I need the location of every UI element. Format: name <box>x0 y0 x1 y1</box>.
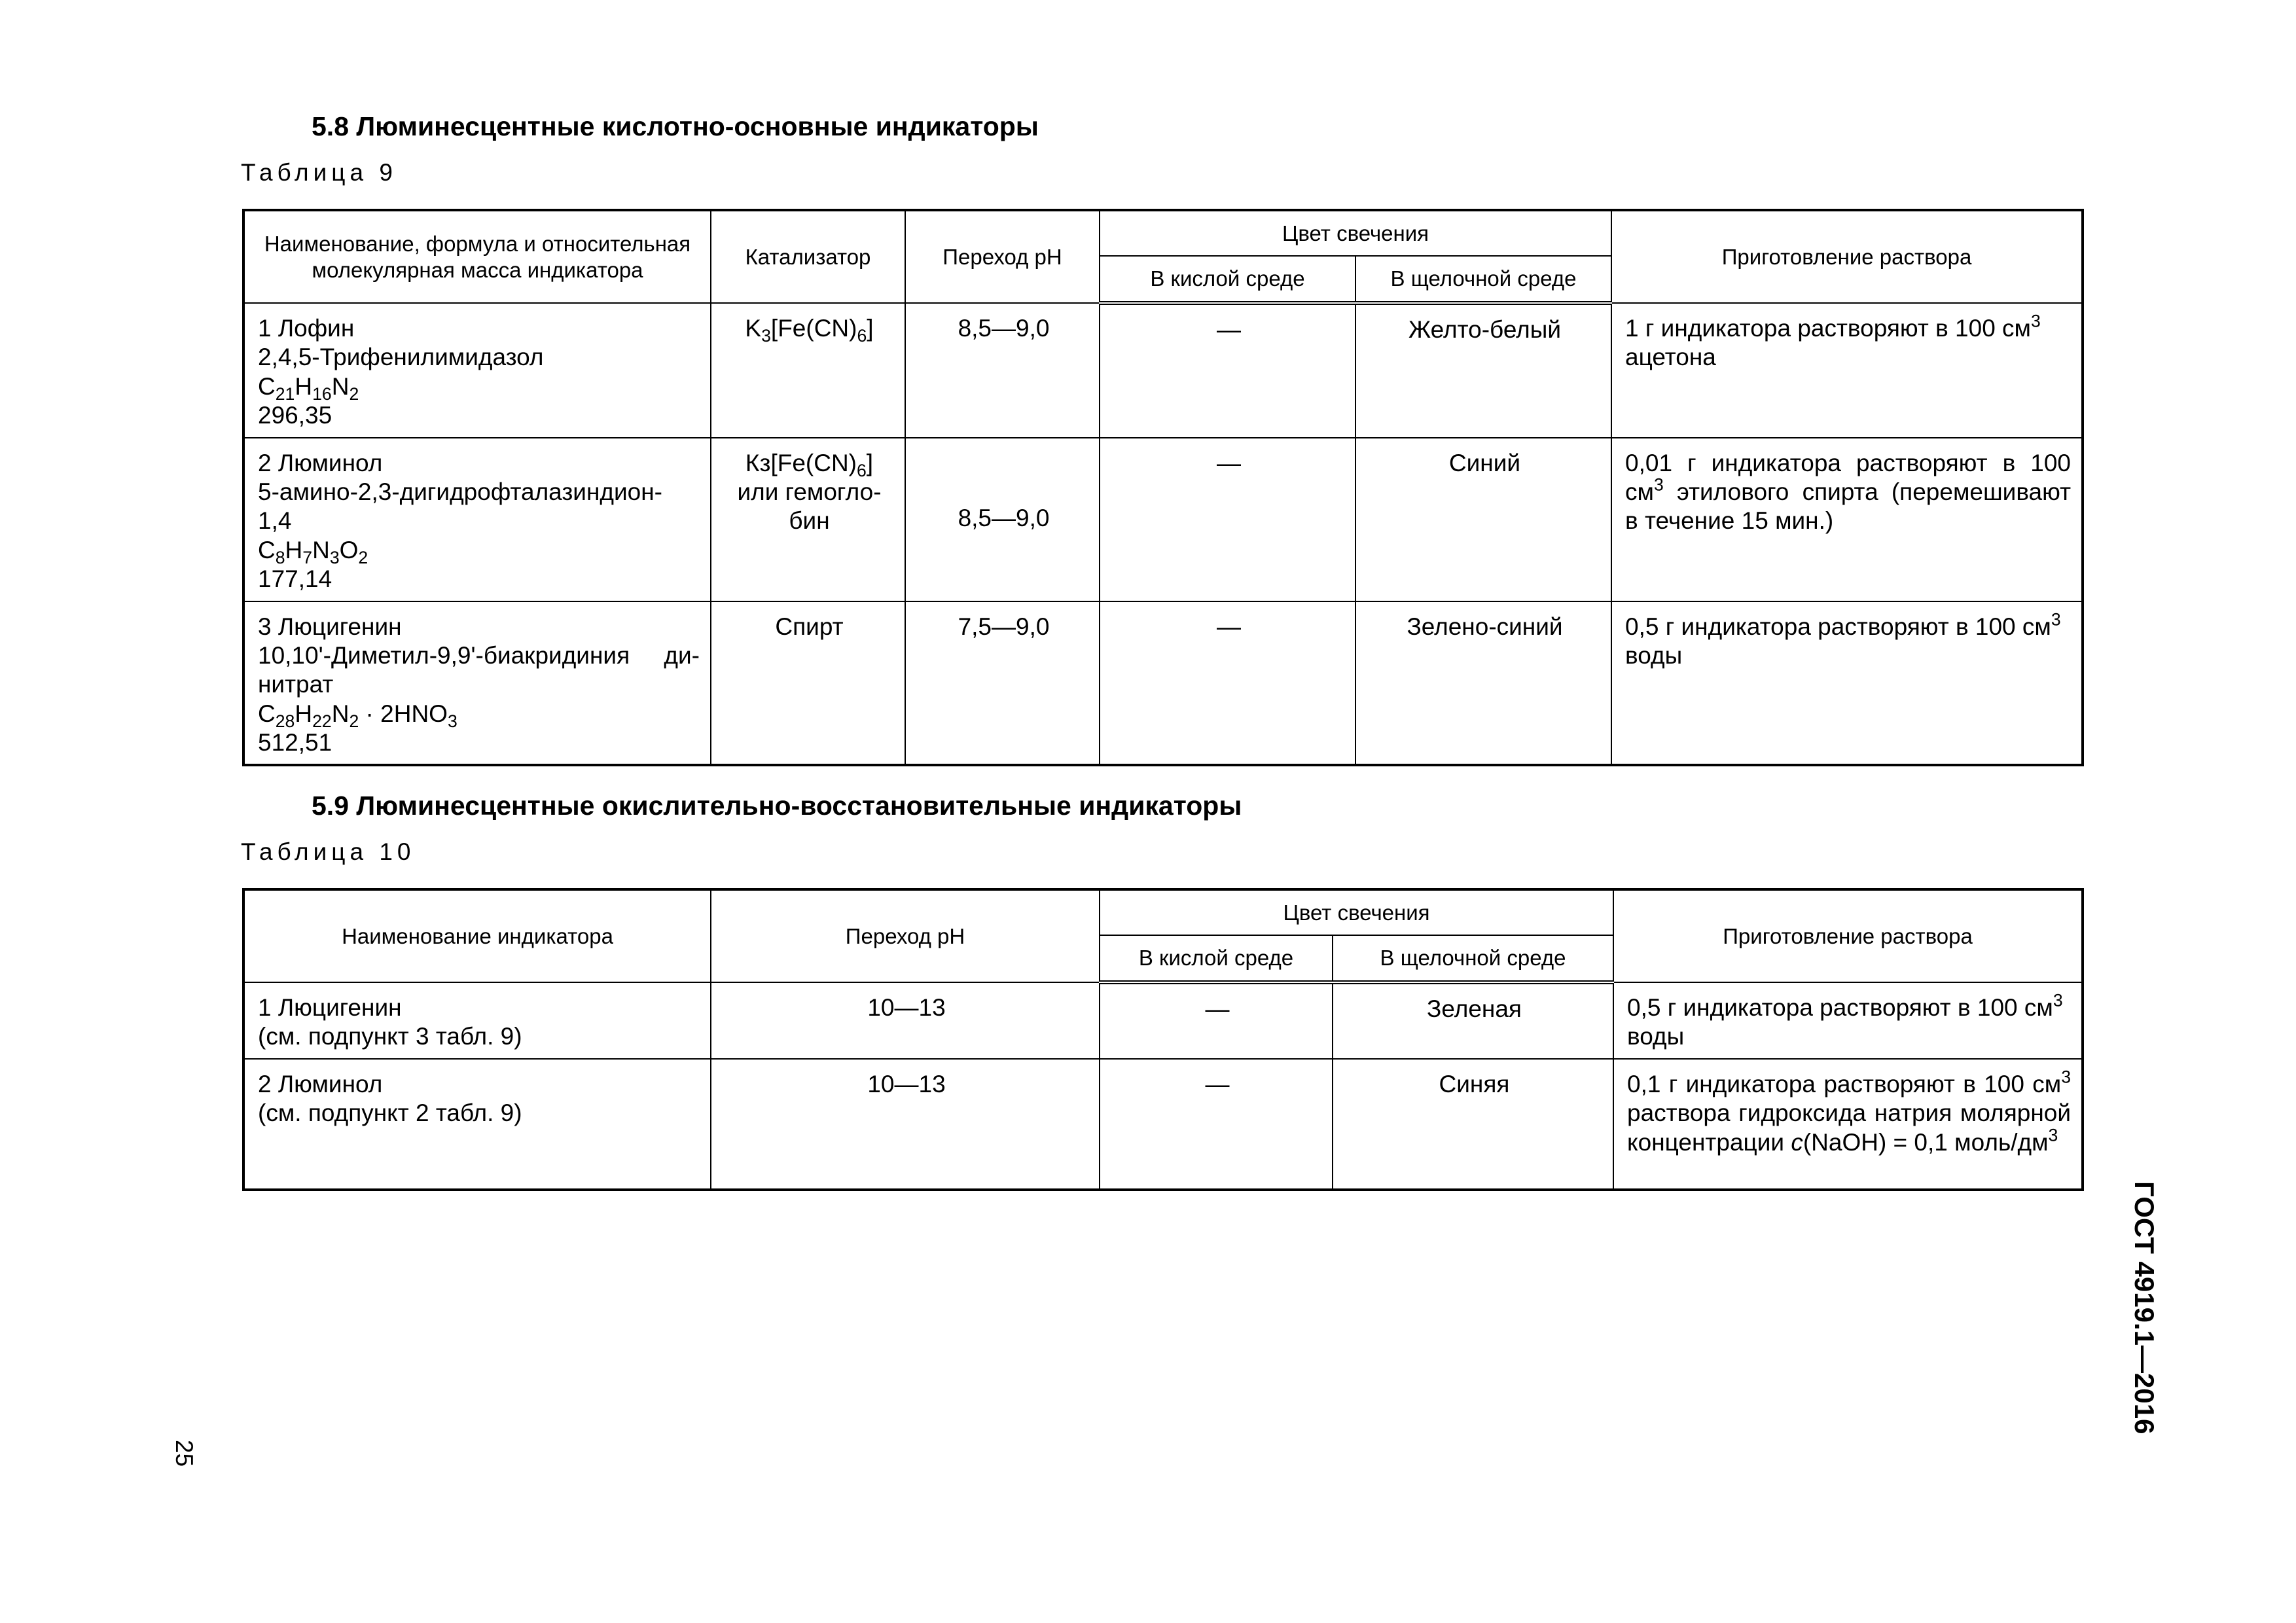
header-ph: Переход pH <box>905 210 1100 303</box>
table-row <box>243 438 2083 601</box>
header-alkaline: В щелочной среде <box>1333 935 1613 982</box>
table-row <box>243 1059 2083 1190</box>
table-row <box>243 303 2083 438</box>
indicator-chemical-name: 10,10'-Диметил-9,9'-биакридиния ди- <box>258 641 700 669</box>
indicator-chemical-name: 2,4,5-Трифенилимидазол <box>258 344 544 371</box>
catalyst-cell: $Кз[Fe(CN)_6]$ или гемогло- бин <box>711 438 905 601</box>
alkaline-color-cell: Зеленая <box>1333 982 1613 1059</box>
ph-transition-cell: 8,5—9,0 <box>905 303 1100 438</box>
indicator-reference: (см. подпункт 3 табл. 9) <box>258 1023 522 1050</box>
acid-color-cell: — <box>1100 1059 1333 1190</box>
header-alkaline: В щелочной среде <box>1355 256 1611 303</box>
alkaline-color-cell: Зелено-синий <box>1355 601 1611 766</box>
acid-color-cell: — <box>1100 438 1355 601</box>
header-preparation: Приготовление раствора <box>1613 889 2083 982</box>
header-catalyst: Катализатор <box>711 210 905 303</box>
indicator-mass: 512,51 <box>258 729 332 757</box>
indicator-mass: 296,35 <box>258 402 332 429</box>
indicator-name: 3 Люцигенин <box>258 613 402 640</box>
indicator-chemical-name-cont: нитрат <box>258 671 334 698</box>
ph-transition-cell: 10—13 <box>711 1059 1100 1190</box>
header-acid: В кислой среде <box>1100 256 1355 303</box>
alkaline-color-cell: Синий <box>1355 438 1611 601</box>
indicator-name: 2 Люминол <box>258 449 383 476</box>
acid-color-cell: — <box>1100 982 1333 1059</box>
indicator-name-cell <box>243 982 711 1059</box>
section-heading-5-8: 5.8 Люминесцентные кислотно-основные индикаторы <box>312 111 1039 141</box>
ph-transition-cell: 8,5—9,0 <box>905 438 1100 601</box>
header-name: Наименование, формула и относительная молекулярная масса индикатора <box>243 210 711 303</box>
indicator-name-cell <box>243 303 711 438</box>
alkaline-color-cell: Желто-белый <box>1355 303 1611 438</box>
acid-color-cell: — <box>1100 601 1355 766</box>
preparation-cell: 0,5 г индикатора растворяют в 100 $см^3$ воды <box>1611 601 2083 766</box>
indicator-formula: $C_8H_7N_3O_2$ <box>258 536 368 567</box>
preparation-cell: 0,5 г индикатора растворяют в 100 $см^3$ воды <box>1613 982 2083 1059</box>
indicator-formula: $C_{21}H_{16}N_2$ <box>258 372 359 404</box>
indicator-name-cell <box>243 601 711 766</box>
preparation-cell: 1 г индикатора растворяют в 100 $см^3$ ацетона <box>1611 303 2083 438</box>
acid-color-cell: — <box>1100 303 1355 438</box>
indicator-chemical-name-cont: 1,4 <box>258 507 292 535</box>
table-9 <box>242 209 2084 766</box>
indicator-name-cell <box>243 438 711 601</box>
indicator-name: 1 Люцигенин <box>258 994 402 1021</box>
section-heading-5-9: 5.9 Люминесцентные окислительно-восстановительные индикаторы <box>312 791 1242 821</box>
indicator-name: 1 Лофин <box>258 315 355 342</box>
table-row <box>243 982 2083 1059</box>
indicator-chemical-name: 5-амино-2,3-дигидрофталазиндион- <box>258 478 662 505</box>
indicator-name: 2 Люминол <box>258 1070 383 1097</box>
header-glow-color: Цвет свечения <box>1100 889 1613 935</box>
table-10-caption: Таблица 10 <box>241 838 416 865</box>
preparation-cell: 0,01 г индикатора растворяют в 100 $см^3$ этилового спирта (перемешивают в течение 15 мин.) <box>1611 438 2083 601</box>
catalyst-cell: Спирт <box>711 601 905 766</box>
table-row <box>243 601 2083 766</box>
catalyst-cell: $K_3[Fe(CN)_6]$ <box>711 303 905 438</box>
indicator-reference: (см. подпункт 2 табл. 9) <box>258 1099 522 1127</box>
indicator-name-cell <box>243 1059 711 1190</box>
header-ph: Переход pH <box>711 889 1100 982</box>
header-acid: В кислой среде <box>1100 935 1333 982</box>
ph-transition-cell: 10—13 <box>711 982 1100 1059</box>
header-name: Наименование индикатора <box>243 889 711 982</box>
document-code: ГОСТ 4919.1—2016 <box>2129 1181 2160 1435</box>
indicator-mass: 177,14 <box>258 565 332 593</box>
table-9-caption: Таблица 9 <box>241 159 397 186</box>
preparation-cell: 0,1 г индикатора растворяют в 100 $см^3$ раствора гидроксида натрия молярной концентрации c(NaOH) = 0,1 моль/$дм^3$ <box>1613 1059 2083 1190</box>
header-glow-color: Цвет свечения <box>1100 210 1611 256</box>
header-preparation: Приготовление раствора <box>1611 210 2083 303</box>
alkaline-color-cell: Синяя <box>1333 1059 1613 1190</box>
indicator-formula: $C_{28}H_{22}N_2 \cdot 2HNO_3$ <box>258 700 457 731</box>
page-number: 25 <box>171 1440 198 1467</box>
ph-transition-cell: 7,5—9,0 <box>905 601 1100 766</box>
table-10 <box>242 888 2084 1191</box>
